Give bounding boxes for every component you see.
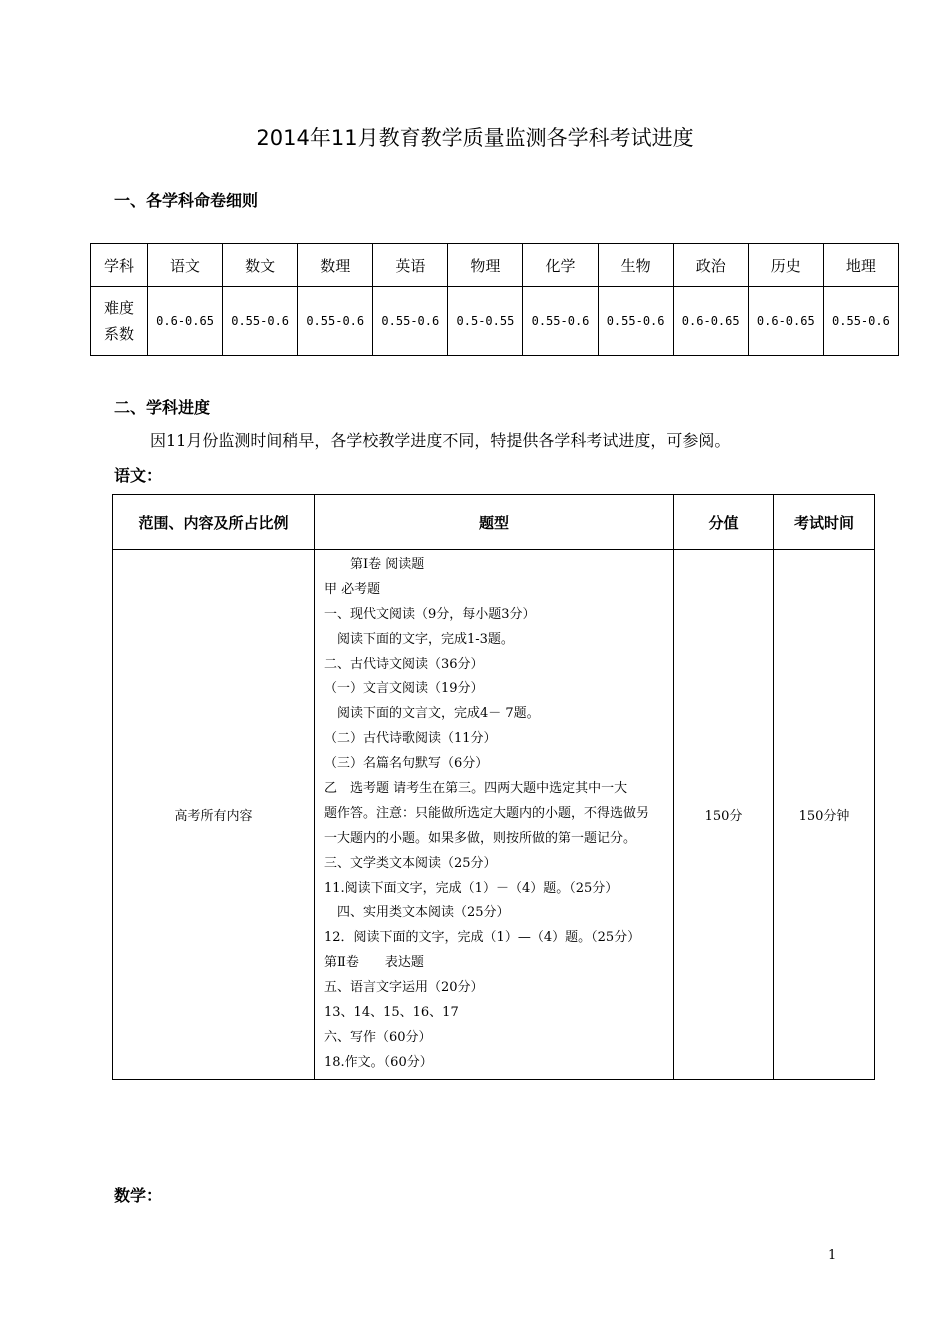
table-cell: 0.55-0.6: [298, 287, 373, 356]
table-cell: [91, 287, 148, 356]
content-line: 甲 必考题: [324, 581, 381, 597]
content-line: 第Ⅱ卷 表达题: [324, 955, 424, 971]
table-cell: 0.6-0.65: [673, 287, 748, 356]
table-cell: 政治: [673, 244, 748, 287]
content-line: 一、现代文阅读（9分，每小题3分）: [324, 606, 536, 622]
table-cell: 物理: [448, 244, 523, 287]
table-cell: 0.55-0.6: [223, 287, 298, 356]
table-cell: 0.5-0.55: [448, 287, 523, 356]
table-cell: 0.6-0.65: [748, 287, 823, 356]
table-cell: 0.55-0.6: [823, 287, 898, 356]
table-cell: 0.55-0.6: [598, 287, 673, 356]
page-number: 1: [828, 1248, 837, 1263]
question-types-cell: [315, 550, 674, 1080]
content-line: （二）古代诗歌阅读（11分）: [324, 731, 497, 747]
content-line: 13、14、15、16、17: [324, 1005, 459, 1021]
table-cell: 0.55-0.6: [523, 287, 598, 356]
page-title: 2014年11月教育教学质量监测各学科考试进度: [256, 126, 694, 150]
content-line: 六、写作（60分）: [324, 1029, 432, 1045]
content-line: 第Ⅰ卷 阅读题: [324, 557, 425, 572]
intro-paragraph: 因11月份监测时间稍早，各学校教学进度不同，特提供各学科考试进度，可参阅。: [150, 431, 731, 450]
table-header: 分值: [674, 495, 774, 550]
difficulty-table: [90, 243, 899, 356]
table-cell: 生物: [598, 244, 673, 287]
table-cell: 0.6-0.65: [148, 287, 223, 356]
table-header-row: [113, 495, 875, 550]
table-cell: 语文: [148, 244, 223, 287]
content-line: 五、语言文字运用（20分）: [324, 980, 484, 996]
content-line: 二、古代诗文阅读（36分）: [324, 656, 484, 672]
chinese-exam-table: [112, 494, 875, 1080]
content-line: 题作答。注意：只能做所选定大题内的小题，不得选做另: [324, 805, 650, 821]
table-cell: 地理: [823, 244, 898, 287]
scope-cell: 高考所有内容: [113, 550, 315, 1080]
subject-label-math: 数学：: [114, 1186, 163, 1205]
table-cell: 0.55-0.6: [373, 287, 448, 356]
table-cell: 数文: [223, 244, 298, 287]
content-line: 乙 选考题 请考生在第三。四两大题中选定其中一大: [324, 781, 628, 797]
table-cell: 英语: [373, 244, 448, 287]
table-row: [113, 550, 875, 1080]
section-heading-progress: 二、学科进度: [114, 398, 211, 417]
content-line: 一大题内的小题。如果多做，则按所做的第一题记分。: [324, 830, 637, 846]
content-line: 18.作文。（60分）: [324, 1054, 433, 1070]
table-header: 题型: [315, 495, 674, 550]
subject-label-chinese: 语文：: [114, 466, 163, 485]
content-line: 四、实用类文本阅读（25分）: [324, 905, 510, 921]
table-cell: 化学: [523, 244, 598, 287]
table-header: 范围、内容及所占比例: [113, 495, 315, 550]
coef-label-line: 难度: [103, 299, 134, 317]
content-line: （三）名篇名句默写（6分）: [324, 756, 489, 772]
content-line: 11.阅读下面文字，完成（1）－（4）题。（25分）: [324, 880, 619, 896]
section-heading-rules: 一、各学科命卷细则: [114, 191, 259, 210]
time-cell: 150分钟: [774, 550, 875, 1080]
table-cell: 历史: [748, 244, 823, 287]
table-row: [91, 244, 899, 287]
table-header: 考试时间: [774, 495, 875, 550]
content-line: 阅读下面的文言文，完成4－ 7题。: [324, 706, 540, 722]
table-row: [91, 287, 899, 356]
table-cell: 数理: [298, 244, 373, 287]
content-line: （一）文言文阅读（19分）: [324, 681, 484, 697]
content-line: 三、文学类文本阅读（25分）: [324, 855, 497, 871]
table-cell: 学科: [91, 244, 148, 287]
coef-label-line: 系数: [103, 325, 134, 343]
score-cell: 150分: [674, 550, 774, 1080]
content-line: 阅读下面的文字，完成1-3题。: [324, 631, 514, 647]
content-line: 12．阅读下面的文字，完成（1）—（4）题。（25分）: [324, 930, 641, 946]
